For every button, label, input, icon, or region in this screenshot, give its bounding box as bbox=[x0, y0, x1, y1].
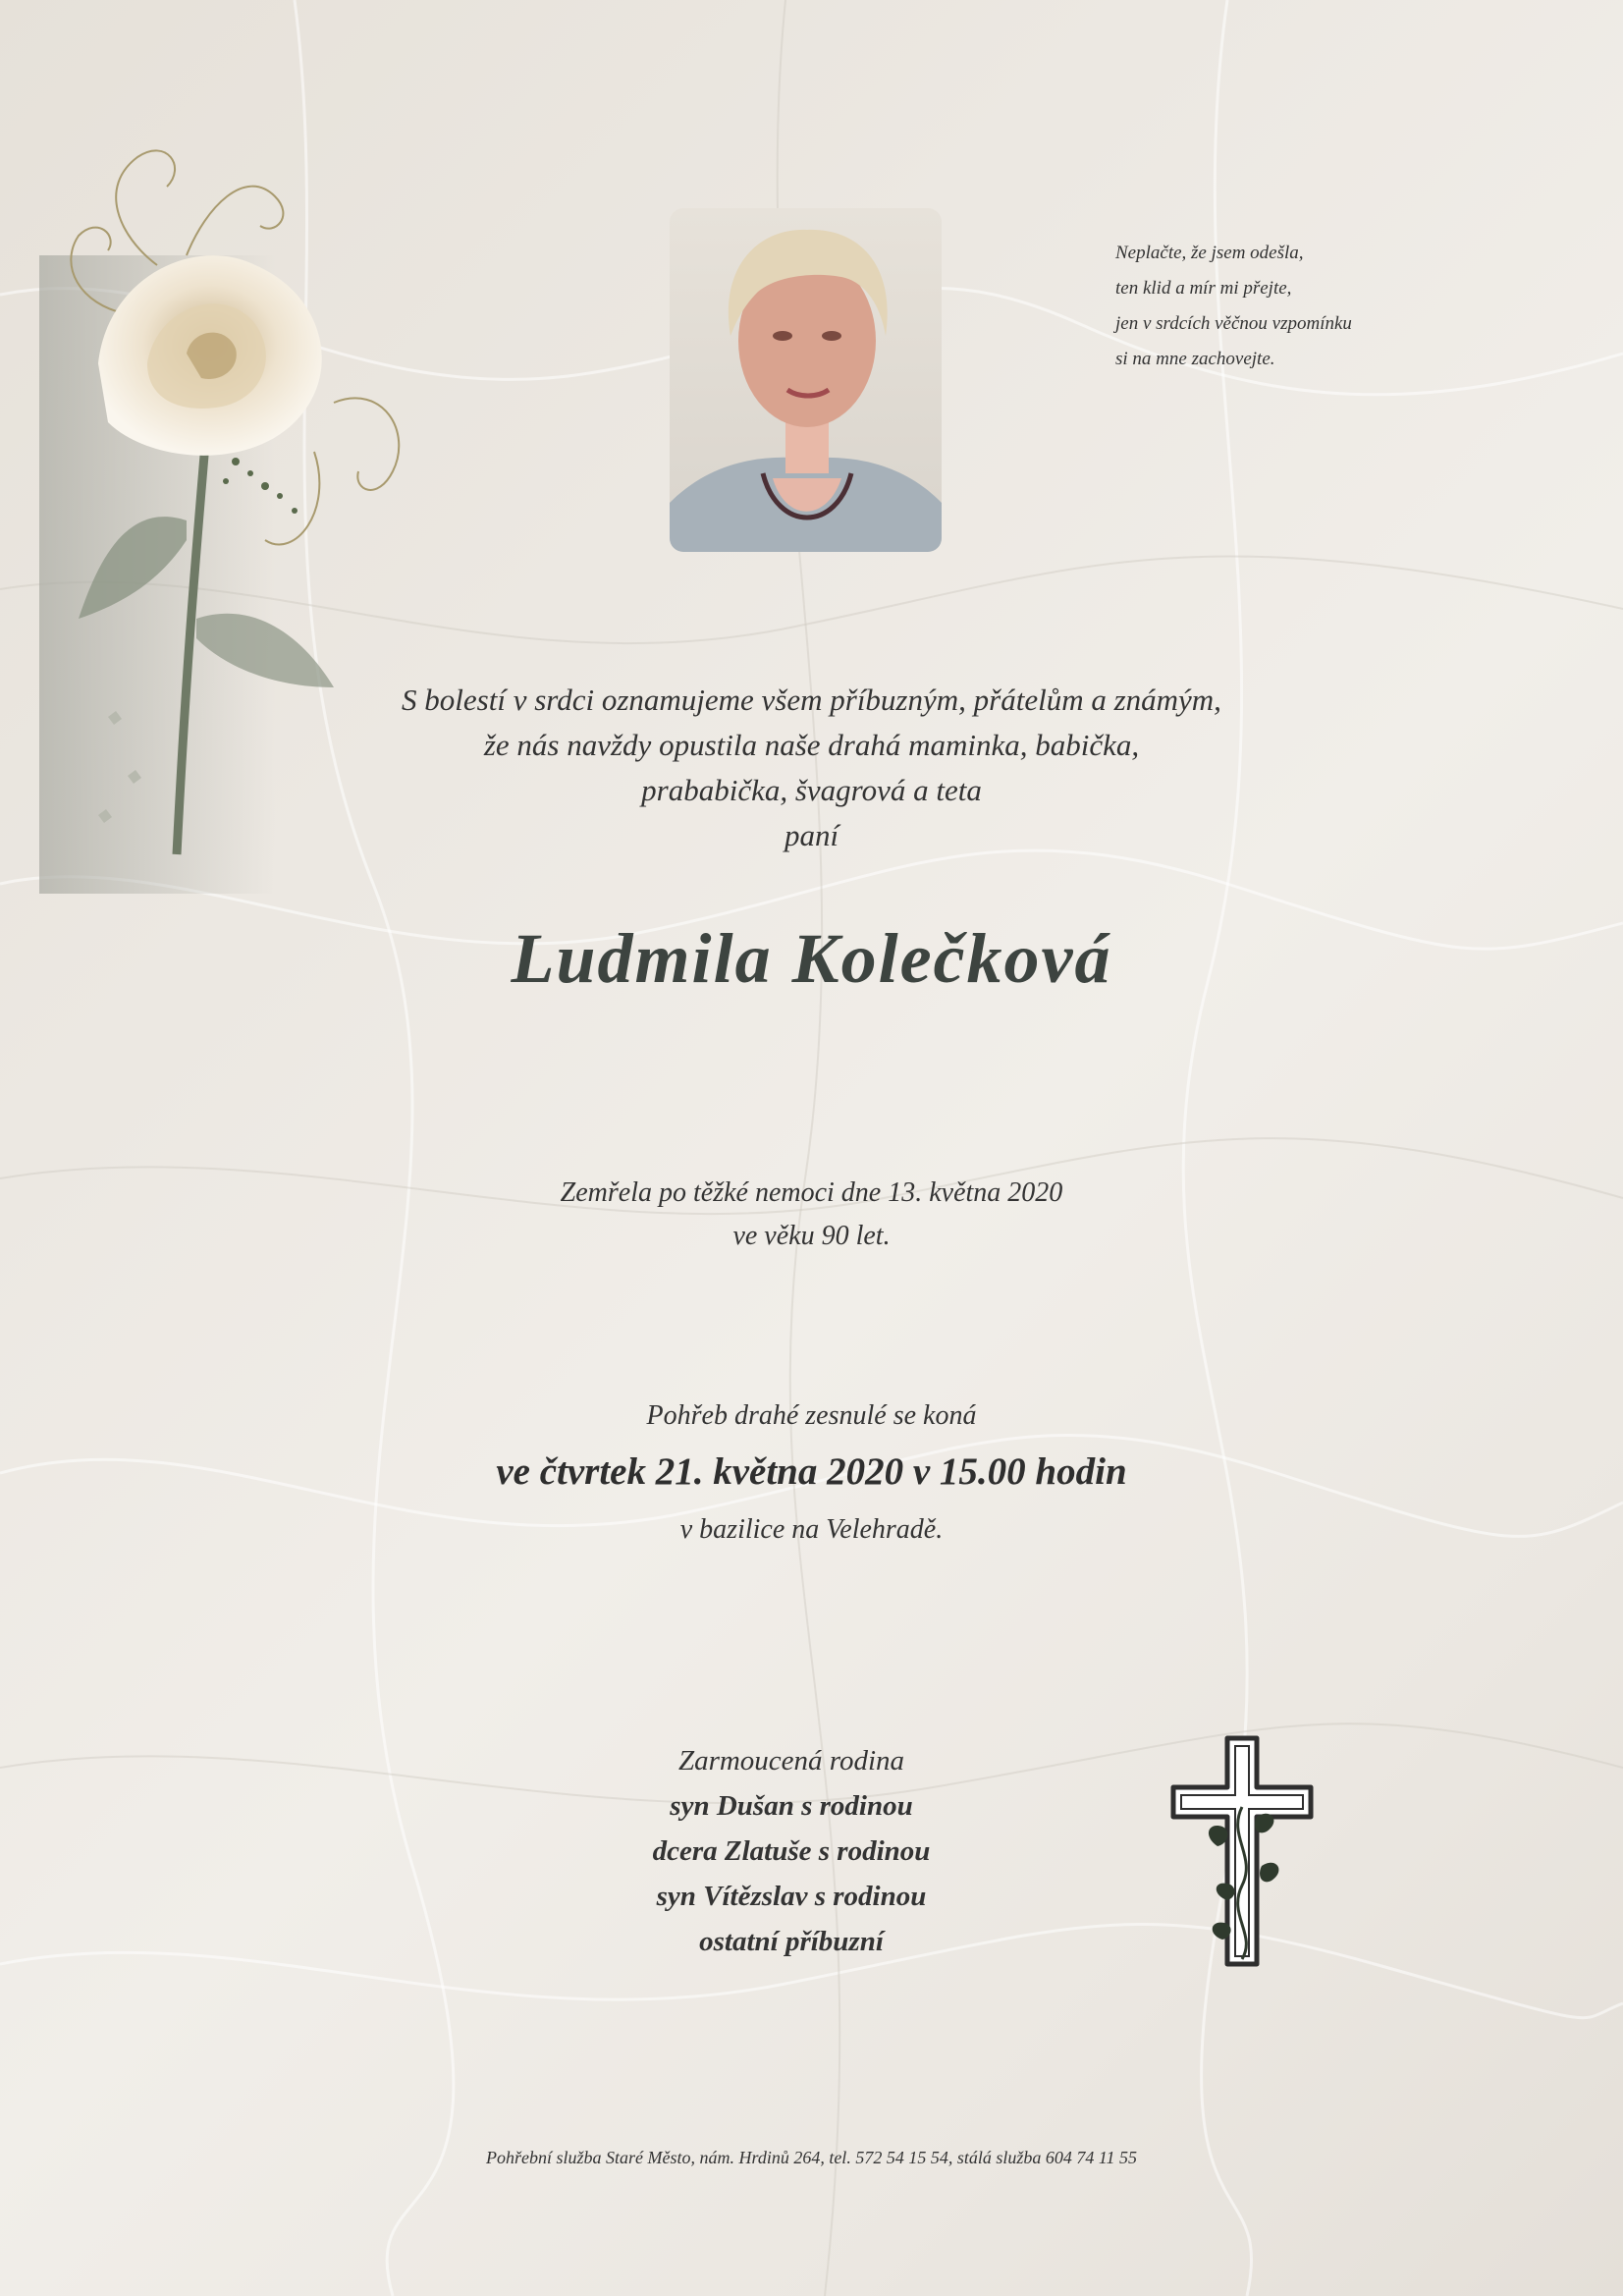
portrait-photo bbox=[670, 208, 942, 552]
announcement-text bbox=[0, 678, 1623, 858]
death-age: ve věku 90 let. bbox=[732, 1221, 891, 1251]
deceased-name: Ludmila Kolečková bbox=[511, 919, 1112, 998]
poem-line: si na mne zachovejte. bbox=[1115, 349, 1275, 369]
funeral-datetime: ve čtvrtek 21. května 2020 v 15.00 hodin bbox=[496, 1450, 1127, 1493]
announcement-line: paní bbox=[784, 818, 839, 852]
family-list bbox=[536, 1738, 1047, 1964]
poem-line: ten klid a mír mi přejte, bbox=[1115, 278, 1292, 299]
funeral-place: v bazilice na Velehradě. bbox=[679, 1514, 944, 1545]
death-details bbox=[0, 1172, 1623, 1258]
death-date: Zemřela po těžké nemoci dne 13. května 2020 bbox=[560, 1177, 1063, 1208]
poem-line: jen v srdcích věčnou vzpomínku bbox=[1115, 313, 1352, 334]
family-heading: Zarmoucená rodina bbox=[677, 1745, 905, 1777]
family-member: dcera Zlatuše s rodinou bbox=[652, 1835, 931, 1867]
announcement-line: že nás navždy opustila naše drahá maminka, babička, bbox=[483, 728, 1140, 762]
announcement-line: S bolestí v srdci oznamujeme všem příbuzným, přátelům a známým, bbox=[402, 683, 1221, 717]
funeral-service-footer: Pohřební služba Staré Město, nám. Hrdinů 264, tel. 572 54 15 54, stálá služba 604 74 11 55 bbox=[486, 2148, 1137, 2167]
cross-icon bbox=[1159, 1728, 1325, 1974]
family-member: syn Dušan s rodinou bbox=[670, 1790, 913, 1822]
announcement-line: prababička, švagrová a teta bbox=[641, 773, 982, 807]
memorial-poem bbox=[1115, 236, 1410, 377]
portrait-image bbox=[670, 208, 942, 552]
poem-line: Neplačte, že jsem odešla, bbox=[1115, 243, 1304, 263]
family-member: ostatní příbuzní bbox=[699, 1926, 884, 1957]
family-member: syn Vítězslav s rodinou bbox=[656, 1881, 927, 1912]
funeral-intro: Pohřeb drahé zesnulé se koná bbox=[646, 1400, 977, 1431]
